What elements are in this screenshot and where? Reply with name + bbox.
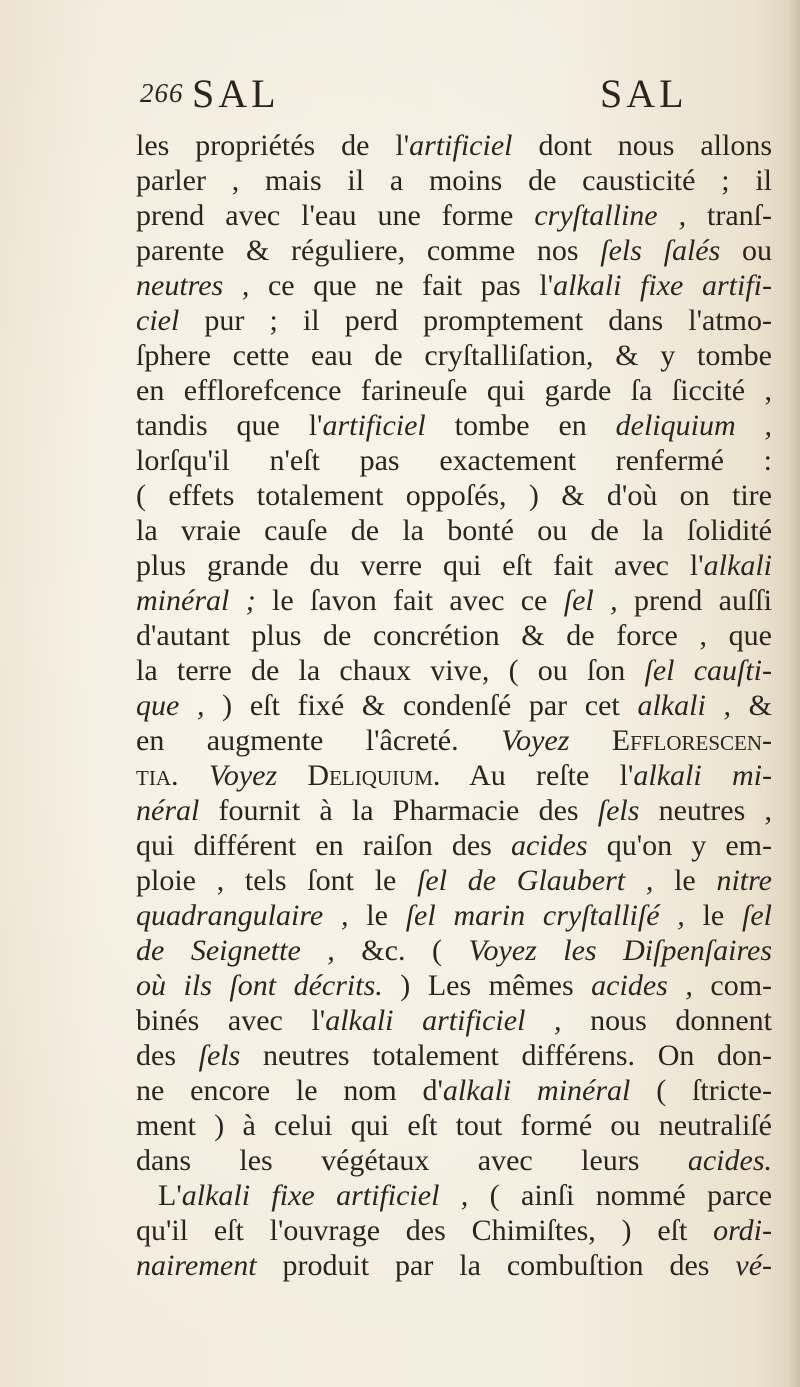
text-segment: alkali — [703, 549, 772, 582]
text-segment: ſel marin cryſtalliſé , — [405, 899, 685, 932]
text-segment: la terre de la chaux vive, ( ou ſon — [136, 654, 645, 687]
text-segment: neutres , — [136, 269, 250, 302]
text-segment: qu'on y em- — [587, 829, 772, 862]
text-segment: ordi- — [713, 1214, 772, 1247]
text-segment: L' — [158, 1179, 182, 1212]
text-line — [136, 653, 772, 688]
text-line — [136, 863, 772, 898]
text-segment: tandis que l' — [136, 409, 323, 442]
running-head-right: SAL — [600, 71, 688, 116]
text-segment: Voyez les Diſpenſaires — [468, 934, 772, 967]
text-segment: neutres , — [639, 794, 772, 827]
text-segment: nitre — [716, 864, 772, 897]
text-segment: artificiel — [322, 409, 426, 442]
text-segment: acides , — [591, 969, 693, 1002]
text-segment: en efflorefcence farineuſe qui garde ſa ſiccité , — [136, 374, 772, 407]
text-segment: le — [684, 899, 743, 932]
text-segment: qu'il eſt l'ouvrage des Chimiſtes, ) eſt — [136, 1214, 714, 1247]
body-text — [136, 128, 772, 1283]
text-segment: alkali fixe artifi- — [553, 269, 772, 302]
text-segment: en augmente l'âcreté. — [136, 724, 502, 757]
text-segment: alkali fixe artificiel , — [181, 1179, 469, 1212]
text-segment: ce que ne fait pas l' — [249, 269, 554, 302]
text-line — [136, 443, 772, 478]
text-segment: ) eſt fixé & condenſé par cet — [204, 689, 638, 722]
text-segment: la vraie cauſe de la bonté ou de la ſolidité — [136, 514, 772, 547]
text-line — [136, 513, 772, 548]
text-segment — [179, 759, 209, 792]
text-segment: quadrangulaire , — [136, 899, 349, 932]
text-segment: prend avec l'eau une forme — [136, 199, 535, 232]
text-segment: d'autant plus de concrétion & de force , que — [136, 619, 772, 652]
text-segment: tia. — [136, 759, 179, 792]
text-segment: alkali mi- — [633, 759, 773, 792]
text-segment: ne encore le nom d' — [136, 1074, 443, 1107]
text-line — [136, 898, 772, 933]
text-segment: des — [136, 1039, 199, 1072]
text-segment: ſels — [597, 794, 640, 827]
text-segment: alkali artificiel , — [325, 1004, 562, 1037]
text-line — [136, 198, 772, 233]
text-segment: Au reſte l' — [440, 759, 634, 792]
text-line — [136, 1248, 772, 1283]
text-line — [136, 1108, 772, 1143]
text-segment: produit par la combuſtion des — [256, 1249, 736, 1282]
text-line — [136, 1143, 772, 1178]
text-line — [136, 1038, 772, 1073]
text-segment: ( effets totalement oppoſés, ) & d'où on tire — [136, 479, 772, 512]
text-segment: Voyez — [501, 724, 570, 757]
text-segment: le — [653, 864, 717, 897]
text-line — [136, 933, 772, 968]
text-line — [136, 408, 772, 443]
text-segment: les propriétés de — [136, 129, 396, 162]
text-line — [136, 1073, 772, 1108]
page-edge-shadow — [788, 0, 800, 1387]
text-line — [136, 758, 772, 793]
text-line — [136, 968, 772, 1003]
text-segment: l' — [395, 129, 410, 162]
text-line — [136, 1213, 772, 1248]
text-segment: alkali , — [637, 689, 731, 722]
text-line — [136, 1003, 772, 1038]
text-segment: Deliquium. — [277, 759, 441, 792]
text-segment: fournit à la Pharmacie des — [199, 794, 598, 827]
text-segment: ſel , — [563, 584, 618, 617]
text-segment: dans les végétaux avec leurs — [136, 1144, 688, 1177]
text-segment: nairement — [136, 1249, 257, 1282]
text-segment: ciel — [136, 304, 180, 337]
text-segment: & — [730, 689, 772, 722]
text-segment: ) Les mêmes — [382, 969, 592, 1002]
text-segment: deliquium , — [615, 409, 772, 442]
page-header — [140, 70, 700, 126]
text-segment: alkali minéral — [442, 1074, 631, 1107]
text-segment: nous donnent — [561, 1004, 772, 1037]
text-segment: neutres totalement différens. On don- — [240, 1039, 772, 1072]
text-segment: lorſqu'il n'eſt pas exactement renfermé : — [136, 444, 772, 477]
text-segment: vé- — [735, 1249, 772, 1282]
text-line — [136, 128, 772, 163]
text-segment: ſels ſalés — [600, 234, 721, 267]
text-line — [136, 338, 772, 373]
text-segment: néral — [136, 794, 200, 827]
text-line — [136, 723, 772, 758]
text-segment: ou — [720, 234, 773, 267]
text-segment: parente & réguliere, comme nos — [136, 234, 601, 267]
text-segment: parler , mais il a moins de causticité ; il — [136, 164, 772, 197]
page-number: 266 — [140, 78, 184, 108]
running-head-left: SAL — [192, 71, 280, 116]
text-segment: prend auſſi — [617, 584, 772, 617]
text-line — [136, 303, 772, 338]
text-segment: le — [348, 899, 406, 932]
text-segment: ploie , tels ſont le — [136, 864, 418, 897]
text-segment: plus grande du verre qui eſt fait avec l' — [136, 549, 704, 582]
text-segment: Efflorescen- — [569, 724, 772, 757]
text-segment: &c. ( — [334, 934, 469, 967]
text-line — [136, 688, 772, 723]
text-line — [136, 1178, 772, 1213]
text-segment: pur ; il perd promptement dans l'atmo- — [179, 304, 772, 337]
text-line — [136, 478, 772, 513]
text-segment: dont nous allons — [512, 129, 772, 162]
text-line — [136, 618, 772, 653]
text-segment: Voyez — [208, 759, 278, 792]
text-segment: ſel cauſti- — [644, 654, 772, 687]
text-line — [136, 793, 772, 828]
text-segment: qui différent en raiſon des — [136, 829, 511, 862]
text-segment: minéral ; — [136, 584, 256, 617]
text-line — [136, 268, 772, 303]
text-segment: ſel de Glaubert , — [417, 864, 654, 897]
text-line — [136, 828, 772, 863]
text-segment: com- — [692, 969, 773, 1002]
text-segment: artificiel — [409, 129, 513, 162]
text-segment: ( ainſi nommé parce — [468, 1179, 773, 1212]
text-segment: ( ſtricte- — [630, 1074, 772, 1107]
text-line — [136, 233, 772, 268]
text-line — [136, 373, 772, 408]
text-segment: ſels — [198, 1039, 241, 1072]
text-segment: que , — [136, 689, 205, 722]
text-segment: acides. — [687, 1144, 772, 1177]
text-line — [136, 583, 772, 618]
text-line — [136, 163, 772, 198]
text-segment: tombe en — [425, 409, 616, 442]
text-segment: cryſtalline , — [534, 199, 687, 232]
text-segment: ſphere cette eau de cryſtalliſation, & y tombe — [136, 339, 772, 372]
text-segment: ſel — [742, 899, 773, 932]
text-segment: où ils ſont décrits. — [136, 969, 383, 1002]
text-segment: binés avec l' — [136, 1004, 326, 1037]
text-segment: ment ) à celui qui eſt tout formé ou neutraliſé — [136, 1109, 772, 1142]
text-line — [136, 548, 772, 583]
text-segment: le ſavon fait avec ce — [255, 584, 564, 617]
text-segment: de Seignette , — [136, 934, 335, 967]
text-segment: acides — [510, 829, 588, 862]
text-segment: tranſ- — [686, 199, 772, 232]
